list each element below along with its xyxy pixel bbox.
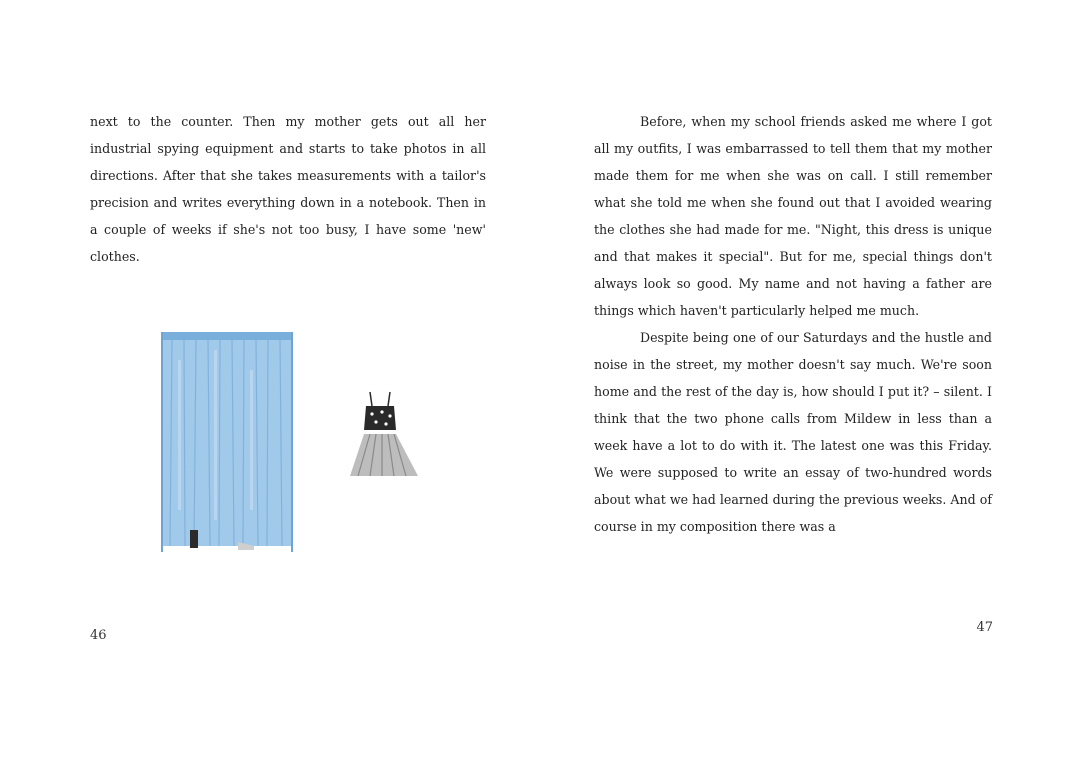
right-page-text (594, 108, 992, 540)
right-page (540, 0, 1080, 764)
dress-top-and-skirt (350, 392, 418, 476)
page-number-left: 46 (90, 628, 107, 643)
changing-room-curtain (162, 332, 292, 552)
right-paragraph-1: Before, when my school friends asked me where I got all my outfits, I was embarrassed to tell them that my mother made them for me when she was on call. I still remember what she told me when she found out that I avoided wearing the clothes she had made for me. "Night, this dress is unique and that makes it special". But for me, special things don't always look so good. My name and not having a father are things which haven't particularly helped me much. (594, 114, 992, 318)
page-number-right: 47 (976, 620, 993, 635)
right-paragraph-2: Despite being one of our Saturdays and the hustle and noise in the street, my mother doesn't say much. We're soon home and the rest of the day is, how should I put it? – silent. I think that the two phone calls from Mildew in less than a week have a lot to do with it. The latest one was this Friday. We were supposed to write an essay of two-hundred words about what we had learned during the previous weeks. And of course in my composition there was a (594, 330, 992, 534)
left-page-text (90, 108, 486, 270)
changing-room-illustration (150, 320, 440, 560)
left-paragraph: next to the counter. Then my mother gets out all her industrial spying equipment and starts to take photos in all directions. After that she takes measurements with a tailor's precision and writes everything down in a notebook. Then in a couple of weeks if she's not too busy, I have some 'new' clothes. (90, 114, 486, 264)
